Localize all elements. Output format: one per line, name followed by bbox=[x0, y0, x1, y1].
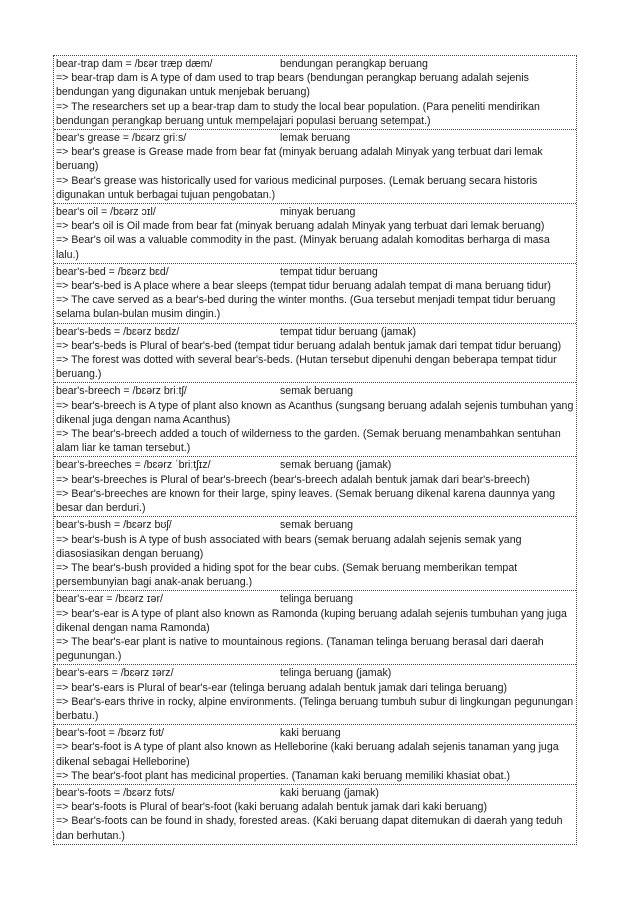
entry-term: bear's-breeches = /bɛərz ˈbriːtʃɪz/ bbox=[56, 459, 211, 472]
glossary-list bbox=[53, 55, 577, 845]
glossary-entry bbox=[54, 725, 576, 785]
entry-translation: tempat tidur beruang bbox=[280, 265, 378, 278]
entry-translation: semak beruang bbox=[280, 519, 354, 532]
entry-term: bear's grease = /bɛərz griːs/ bbox=[56, 132, 187, 145]
entry-example: => The researchers set up a bear-trap dam to study the local bear population. (Para peneliti mendirikan bendungan perangkap beruang untuk mempelajari populasi beruang setempat.) bbox=[56, 100, 540, 127]
entry-term: bear's-bed = /bɛərz bɛd/ bbox=[56, 265, 169, 278]
glossary-entry bbox=[54, 264, 576, 324]
entry-definition: => bear's-bed is A place where a bear sleeps (tempat tidur beruang adalah tempat di mana beruang tidur) bbox=[56, 280, 551, 293]
entry-example: => Bear's-foots can be found in shady, forested areas. (Kaki beruang dapat ditemukan di daerah yang teduh dan berhutan.) bbox=[56, 815, 563, 842]
entry-example: => The bear's-foot plant has medicinal properties. (Tanaman kaki beruang memiliki khasiat obat.) bbox=[56, 769, 511, 782]
entry-example: => Bear's oil was a valuable commodity in the past. (Minyak beruang adalah komoditas berharga di masa lalu.) bbox=[56, 234, 550, 261]
glossary-entry bbox=[54, 785, 576, 844]
glossary-entry bbox=[54, 130, 576, 204]
entry-translation: telinga beruang (jamak) bbox=[280, 667, 392, 680]
entry-definition: => bear's-breech is A type of plant also known as Acanthus (sungsang beruang adalah sejenis tumbuhan yang dikenal juga dengan nama Acanthus) bbox=[56, 399, 574, 426]
entry-definition: => bear's grease is Grease made from bear fat (minyak beruang adalah Minyak yang terbuat dari lemak beruang) bbox=[56, 146, 543, 173]
glossary-entry bbox=[54, 457, 576, 517]
entry-example: => The bear's-breech added a touch of wilderness to the garden. (Semak beruang menambahkan sentuhan alam liar ke taman tersebut.) bbox=[56, 428, 561, 455]
glossary-entry bbox=[54, 591, 576, 665]
entry-term: bear's-beds = /bɛərz bɛdz/ bbox=[56, 325, 180, 338]
entry-example: => The cave served as a bear's-bed during the winter months. (Gua tersebut menjadi tempat tidur beruang selama bulan-bulan musim dingin.) bbox=[56, 294, 556, 321]
entry-definition: => bear's-ear is A type of plant also known as Ramonda (kuping beruang adalah sejenis tumbuhan yang juga dikenal dengan nama Ramonda) bbox=[56, 607, 567, 634]
entry-definition: => bear's-foots is Plural of bear's-foot (kaki beruang adalah bentuk jamak dari kaki beruang) bbox=[56, 801, 487, 814]
entry-term: bear's-foots = /bɛərz fʊts/ bbox=[56, 786, 175, 799]
entry-translation: telinga beruang bbox=[280, 593, 354, 606]
entry-term: bear's-bush = /bɛərz bʊʃ/ bbox=[56, 519, 172, 532]
entry-term: bear-trap dam = /bɛər træp dæm/ bbox=[56, 58, 213, 70]
glossary-entry bbox=[54, 324, 576, 384]
entry-example: => The bear's-ear plant is native to mountainous regions. (Tanaman telinga beruang berasal dari daerah pegunungan.) bbox=[56, 635, 544, 663]
entry-definition: => bear's-bush is A type of bush associated with bears (semak beruang adalah sejenis semak yang diasosiasikan dengan beruang) bbox=[56, 533, 522, 560]
entry-definition: => bear's-beds is Plural of bear's-bed (tempat tidur beruang adalah bentuk jamak dari tempat tidur beruang) bbox=[56, 339, 562, 352]
entry-example: => Bear's grease was historically used for various medicinal purposes. (Lemak beruang secara historis digunakan untuk berbagai tujuan pengobatan.) bbox=[56, 174, 538, 201]
entry-term: bear's-ears = /bɛərz ɪərz/ bbox=[56, 667, 174, 680]
glossary-entry bbox=[54, 517, 576, 591]
glossary-entry bbox=[54, 383, 576, 457]
entry-example: => Bear's-ears thrive in rocky, alpine environments. (Telinga beruang tumbuh subur di lingkungan pegunungan berbatu.) bbox=[56, 695, 574, 722]
entry-example: => The forest was dotted with several bear's-beds. (Hutan tersebut dipenuhi dengan beberapa tempat tidur beruang.) bbox=[56, 354, 557, 381]
entry-example: => The bear's-bush provided a hiding spot for the bear cubs. (Semak beruang memberikan tempat persembunyian bagi anak-anak beruang.) bbox=[56, 561, 518, 589]
entry-term: bear's-breech = /bɛərz briːtʃ/ bbox=[56, 385, 187, 398]
entry-translation: lemak beruang bbox=[280, 132, 351, 145]
entry-example: => Bear's-breeches are known for their large, spiny leaves. (Semak beruang dikenal karena daunnya yang besar dan berduri.) bbox=[56, 487, 556, 515]
entry-translation: kaki beruang bbox=[280, 727, 341, 740]
entry-translation: semak beruang (jamak) bbox=[280, 459, 392, 472]
entry-definition: => bear-trap dam is A type of dam used to trap bears (bendungan perangkap beruang adalah sejenis bendungan yang digunakan untuk menjebak beruang) bbox=[56, 72, 529, 99]
glossary-entry bbox=[54, 665, 576, 725]
entry-term: bear's-ear = /bɛərz ɪər/ bbox=[56, 593, 163, 606]
entry-definition: => bear's-breeches is Plural of bear's-breech (bear's-breech adalah bentuk jamak dari bear's-breech) bbox=[56, 473, 530, 486]
entry-translation: bendungan perangkap beruang bbox=[280, 58, 428, 70]
entry-definition: => bear's-foot is A type of plant also known as Helleborine (kaki beruang adalah sejenis tanaman yang juga dikenal sebagai Helleborine) bbox=[56, 741, 559, 768]
entry-translation: kaki beruang (jamak) bbox=[280, 786, 379, 799]
entry-term: bear's-foot = /bɛərz fʊt/ bbox=[56, 727, 164, 740]
glossary-entry bbox=[54, 56, 576, 130]
entry-definition: => bear's-ears is Plural of bear's-ear (telinga beruang adalah bentuk jamak dari telinga beruang) bbox=[56, 681, 508, 694]
entry-translation: tempat tidur beruang (jamak) bbox=[280, 325, 417, 338]
entry-translation: semak beruang bbox=[280, 385, 354, 398]
entry-translation: minyak beruang bbox=[280, 206, 356, 219]
entry-term: bear's oil = /bɛərz ɔɪl/ bbox=[56, 206, 156, 219]
glossary-entry bbox=[54, 204, 576, 264]
entry-definition: => bear's oil is Oil made from bear fat (minyak beruang adalah Minyak yang terbuat dari lemak beruang) bbox=[56, 220, 545, 233]
